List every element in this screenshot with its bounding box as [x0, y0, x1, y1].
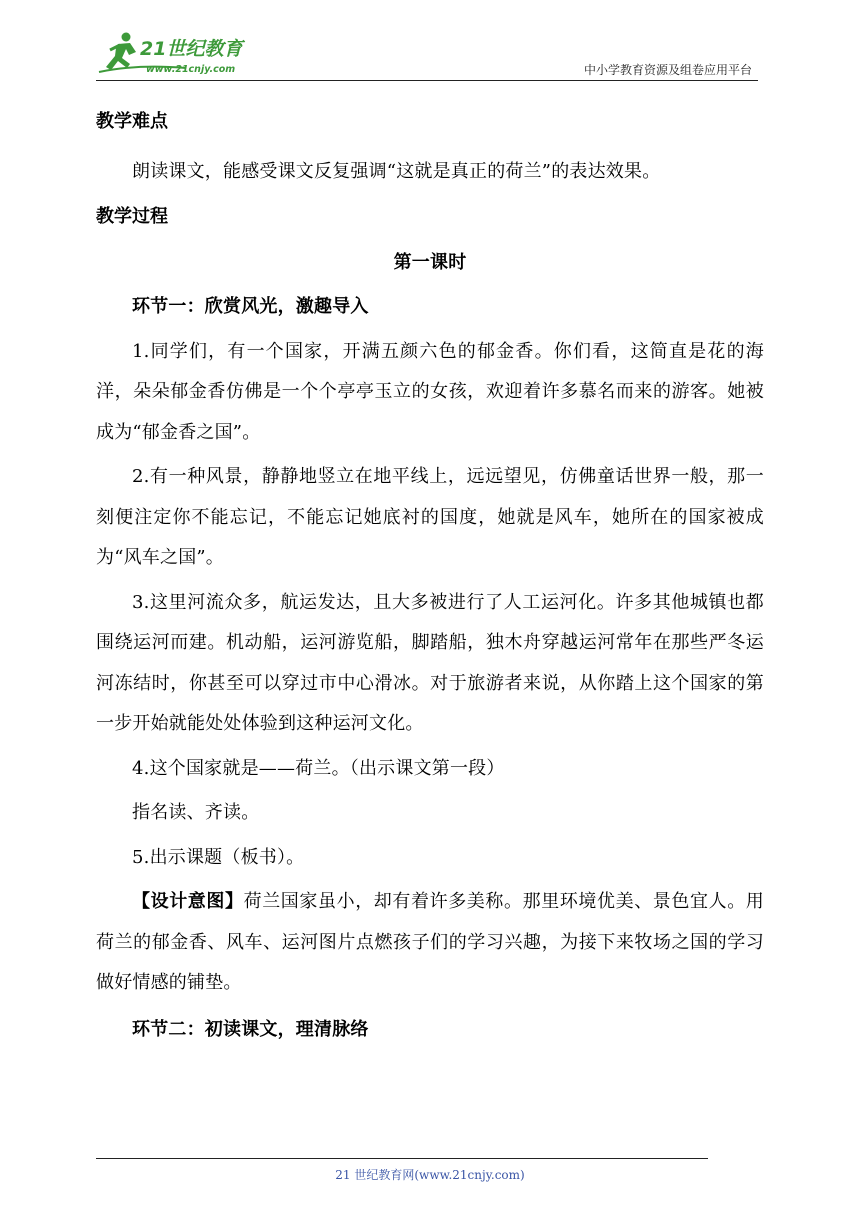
footer-divider: [96, 1158, 708, 1159]
paragraph-5: 指名读、齐读。: [132, 802, 260, 823]
logo-text: 21世纪教育: [140, 38, 243, 60]
design-intent-label: 【设计意图】: [132, 891, 244, 912]
difficulty-text: 朗读课文，能感受课文反复强调“这就是真正的荷兰”的表达效果。: [132, 161, 661, 182]
logo-url: www.21cnjy.com: [146, 64, 236, 75]
page-header: [96, 28, 760, 80]
paragraph-4: 4.这个国家就是——荷兰。（出示课文第一段）: [132, 757, 505, 779]
paragraph-6: 5.出示课题（板书）。: [132, 846, 305, 868]
paragraph-3: 3.这里河流众多，航运发达，且大多被进行了人工运河化。许多其他城镇也都围绕运河而建。机动船，运河游览船，脚踏船，独木舟穿越运河常年在那些严冬运河冻结时，你甚至可以穿过市中心滑冰。对于旅游者来说，从你踏上这个国家的第一步开始就能处处体验到这种运河文化。: [96, 591, 764, 734]
step2-heading: 环节二：初读课文，理清脉络: [132, 1018, 369, 1040]
header-divider: [96, 80, 758, 81]
footer-text: 21 世纪教育网(www.21cnjy.com): [335, 1168, 525, 1182]
platform-name: 中小学教育资源及组卷应用平台: [583, 63, 752, 77]
difficulty-heading: 教学难点: [96, 111, 168, 132]
paragraph-1: 1.同学们，有一个国家，开满五颜六色的郁金香。你们看，这简直是花的海洋，朵朵郁金香仿佛是一个个亭亭玉立的女孩，欢迎着许多慕名而来的游客。她被成为“郁金香之国”。: [96, 340, 764, 443]
design-intent: [96, 882, 764, 1004]
document-body: [96, 102, 764, 1050]
logo-21cnjy: [96, 28, 266, 76]
design-intent-text: 荷兰国家虽小，却有着许多美称。那里环境优美、景色宜人。用荷兰的郁金香、风车、运河图片点燃孩子们的学习兴趣，为接下来牧场之国的学习做好情感的铺垫。: [96, 891, 764, 993]
step1-heading: 环节一：欣赏风光，激趣导入: [132, 296, 369, 317]
paragraph-2: 2.有一种风景，静静地竖立在地平线上，远远望见，仿佛童话世界一般，那一刻便注定你不能忘记，不能忘记她底衬的国度，她就是风车，她所在的国家被成为“风车之国”。: [96, 466, 764, 568]
lesson-title: 第一课时: [393, 251, 467, 273]
process-heading: 教学过程: [96, 205, 168, 227]
